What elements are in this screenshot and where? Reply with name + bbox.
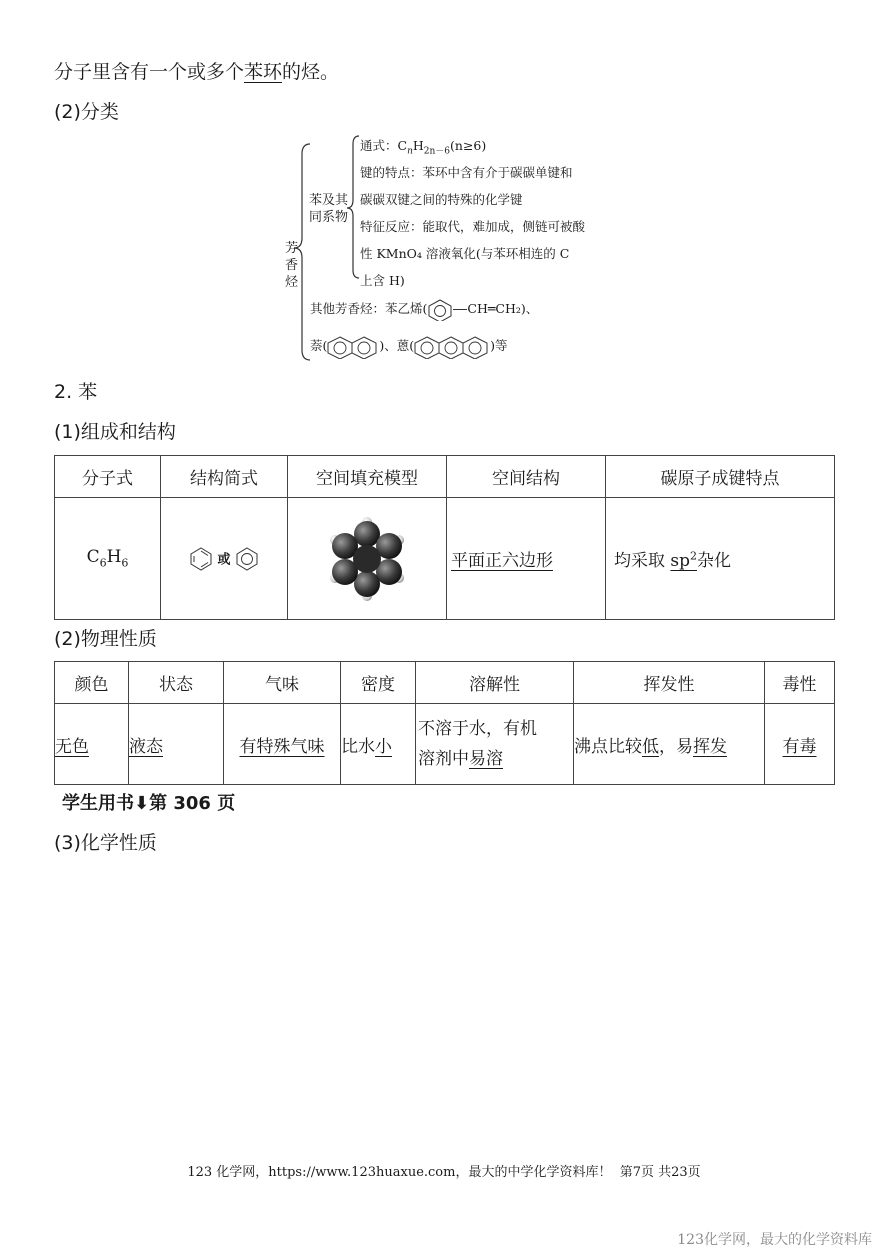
state-cell	[129, 704, 224, 785]
structure-header-row	[55, 456, 835, 498]
physical-header: 毒性	[765, 662, 835, 704]
anth-suffix: )等	[490, 338, 508, 353]
structure-header: 空间填充模型	[288, 456, 447, 498]
physical-header: 状态	[129, 662, 224, 704]
or-text: 或	[217, 552, 231, 567]
other-suffix: )、	[520, 301, 539, 316]
reaction-line-3: 上含 H)	[360, 273, 405, 288]
structure-header: 碳原子成键特点	[606, 456, 835, 498]
watermark: 123化学网，最大的化学资料库	[677, 1232, 872, 1248]
volatility-low: 低	[642, 736, 659, 757]
structural-formula	[161, 498, 288, 620]
structure-header: 结构简式	[161, 456, 288, 498]
bond-line-2: 碳碳双键之间的特殊的化学键	[360, 192, 523, 207]
bond-feature	[606, 498, 835, 620]
classification-heading: (2)分类	[54, 101, 119, 123]
space-structure	[447, 498, 606, 620]
intro-text-end: 的烃。	[282, 61, 340, 83]
solubility-line1: 不溶于水，有机	[418, 719, 537, 739]
physical-heading: (2)物理性质	[54, 628, 157, 650]
naphthalene-icon	[327, 335, 379, 359]
benzene-ring-icon	[427, 299, 453, 321]
space-structure-text: 平面正六边形	[451, 551, 553, 571]
bond-sp-underlined	[670, 551, 697, 571]
volatility-mid: ，易	[659, 736, 693, 757]
root-label: 芳香烃	[285, 241, 299, 290]
kekule-benzene-icon	[190, 547, 212, 571]
styrene-group: CH═CH₂	[467, 301, 521, 316]
bond-prefix: 均采取	[614, 551, 671, 571]
physical-header: 气味	[224, 662, 341, 704]
arrow-down-icon: ⬇	[134, 793, 150, 814]
aromatic-benzene-icon	[236, 547, 258, 571]
branch-label: 苯及其同系物	[309, 193, 349, 225]
other-aromatics-line	[310, 295, 538, 322]
structure-data-row	[55, 498, 835, 620]
color-value: 无色	[55, 736, 89, 757]
volatility-cell	[574, 704, 765, 785]
formula-h: H	[412, 138, 424, 153]
benzene-heading: 2. 苯	[54, 381, 98, 403]
formula-h: H	[106, 547, 122, 568]
bond-line-1: 键的特点：苯环中含有介于碳碳单键和	[360, 165, 573, 180]
formula-h-sub: 6	[121, 556, 129, 570]
naph-prefix: 萘(	[310, 338, 328, 353]
volatility-value: 挥发	[693, 736, 727, 757]
naph-suffix: )、蒽(	[379, 338, 415, 353]
book-ref-page: 第 306 页	[149, 793, 236, 814]
bond-sp: sp	[670, 551, 691, 571]
intro-line	[54, 57, 339, 84]
formula-c-sub: 6	[99, 556, 107, 570]
toxicity-value: 有毒	[782, 736, 817, 757]
reaction-line-1: 特征反应：能取代，难加成，侧链可被酸	[360, 219, 586, 234]
density-cell	[341, 704, 416, 785]
fused-rings-line	[310, 332, 508, 359]
physical-header: 溶解性	[416, 662, 574, 704]
physical-table	[54, 661, 835, 785]
physical-header: 密度	[341, 662, 416, 704]
bond-sup: 2	[690, 549, 698, 563]
formula-c: C	[86, 547, 100, 568]
space-filling-model-icon	[325, 517, 409, 601]
anthracene-icon	[414, 335, 490, 359]
smell-cell	[224, 704, 341, 785]
color-cell	[55, 704, 129, 785]
physical-header: 颜色	[55, 662, 129, 704]
structure-table	[54, 455, 835, 620]
physical-header-row	[55, 662, 835, 704]
smell-value: 有特殊气味	[239, 736, 325, 757]
book-reference	[62, 789, 235, 815]
other-prefix: 其他芳香烃：苯乙烯(	[310, 301, 428, 316]
bond-suffix: 杂化	[697, 551, 732, 571]
page-footer: 123 化学网，https://www.123huaxue.com，最大的中学化学资料库！ 第7页 共23页	[187, 1165, 701, 1180]
toxicity-cell	[765, 704, 835, 785]
intro-underlined: 苯环	[244, 61, 283, 83]
state-value: 液态	[129, 736, 163, 757]
bond-dash	[453, 309, 467, 310]
molecular-formula	[55, 498, 161, 620]
solubility-value: 易溶	[469, 749, 503, 769]
formula-sub: 2n－6	[423, 146, 451, 157]
structure-header: 分子式	[55, 456, 161, 498]
intro-text: 分子里含有一个或多个	[54, 61, 245, 83]
solubility-prefix: 溶剂中	[418, 749, 469, 769]
formula-sub-n: n	[407, 146, 413, 157]
formula-text: 通式：C	[360, 138, 408, 153]
density-value: 小	[375, 736, 392, 757]
physical-header: 挥发性	[574, 662, 765, 704]
structure-header: 空间结构	[447, 456, 606, 498]
volatility-prefix: 沸点比较	[574, 736, 642, 757]
density-prefix: 比水	[341, 736, 375, 757]
classification-diagram	[282, 130, 622, 365]
book-ref-prefix: 学生用书	[62, 793, 134, 814]
space-filling-model	[288, 498, 447, 620]
solubility-cell	[416, 704, 574, 785]
chemical-heading: (3)化学性质	[54, 832, 157, 854]
reaction-line-2: 性 KMnO₄ 溶液氧化(与苯环相连的 C	[360, 246, 570, 261]
physical-data-row	[55, 704, 835, 785]
structure-heading: (1)组成和结构	[54, 421, 176, 443]
formula-cond: (n≥6)	[450, 138, 487, 153]
